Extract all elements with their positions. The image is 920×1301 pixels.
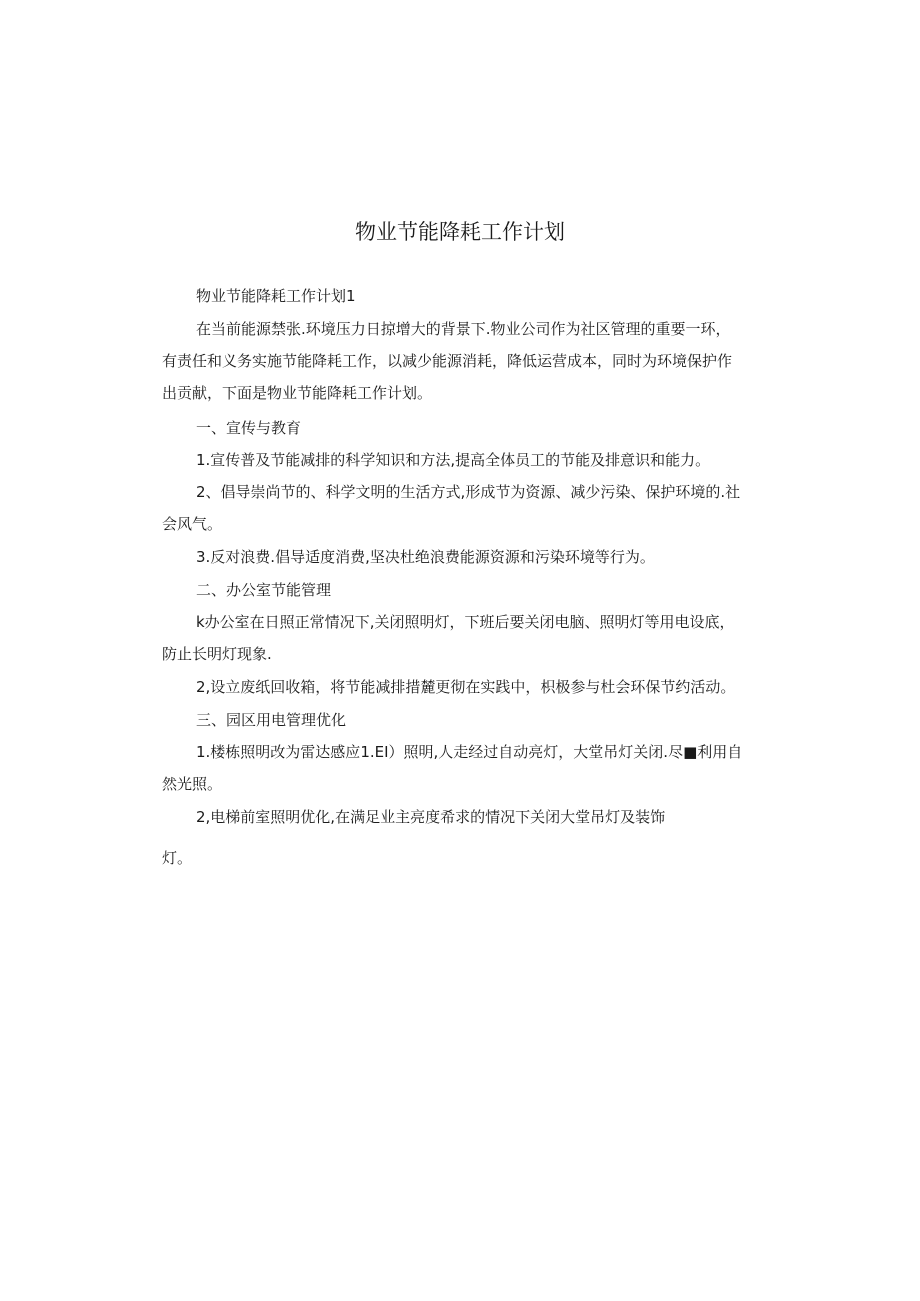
section-3-item-1-line-2: 然光照。 [162,775,223,793]
section-1-item-2-line-2: 会风气。 [162,515,223,533]
section-2-heading: 二、办公室节能管理 [196,581,332,599]
section-3-item-2-line-1: 2,电梯前室照明优化,在满足业主亮度希求的情况下关闭大堂吊灯及装饰 [196,808,666,826]
section-3-item-1-line-1: 1.楼栋照明改为雷达感应1.EI）照明,人走经过自动亮灯，大堂吊灯关闭.尽■利用自 [196,743,743,761]
section-2-item-1-line-2: 防止长明灯现象. [162,645,272,663]
section-1-item-3: 3.反对浪费.倡导适度消费,坚决杜绝浪费能源资源和污染环境等行为。 [196,548,655,566]
section-2-item-2: 2,设立废纸回收箱，将节能减排措麓更彻在实践中，枳极参与杜会环保节约活动。 [196,678,736,696]
section-3-item-2-line-2: 灯。 [162,849,193,867]
section-3-heading: 三、园区用电管理优化 [196,711,347,729]
section-1-item-1: 1.宣传普及节能减排的科学知识和方法,提高全体员工的节能及排意识和能力。 [196,451,711,469]
section-1-item-2-line-1: 2、倡导崇尚节的、科学文明的生活方式,形成节为资源、减少污染、保护环境的.社 [196,483,741,501]
document-title: 物业节能降耗工作计划 [355,220,565,244]
section-1-heading: 一、宣传与教育 [196,419,302,437]
subtitle: 物业节能降耗工作计划1 [196,287,356,305]
intro-line-2: 有责任和义务实施节能降耗工作，以减少能源消耗，降低运营成本，同时为环境保护作 [162,352,733,370]
intro-line-3: 出贡献，下面是物业节能降耗工作计划。 [162,384,433,402]
intro-line-1: 在当前能源禁张.环境压力日掠增大的背景下.物业公司作为社区管理的重要一环， [196,320,731,338]
section-2-item-1-line-1: k办公室在日照正常情况下,关闭照明灯，下班后要关闭电脑、照明灯等用电设底， [196,613,735,631]
